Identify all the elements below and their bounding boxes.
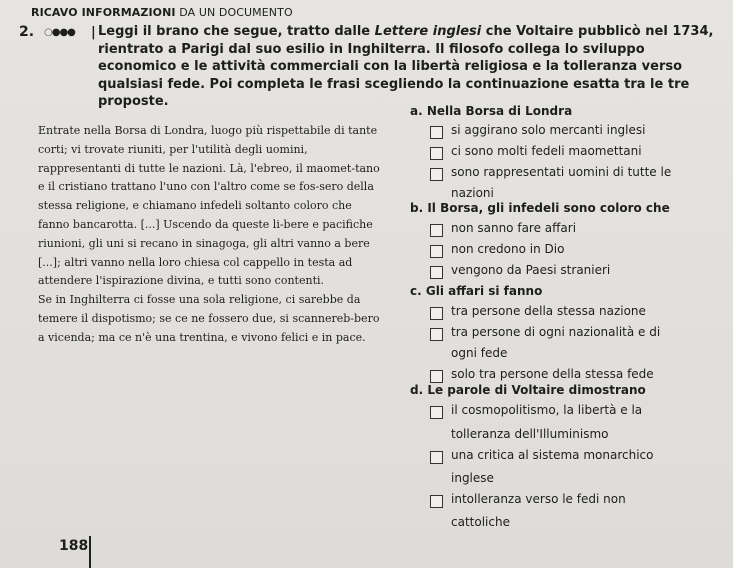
passage-paragraph-1: Entrate nella Borsa di Londra, luogo più rispettabile di tante corti; vi trovate riuniti, per l'utilità degli uomini, rappresentanti di tutte le nazioni. Là, l'ebreo, il maomet-tano e il cristiano trattano l'uno con l'altro come se fos-sero della stessa religione, e chiamano infedeli soltanto coloro che fanno bancarotta. [...] Uscendo da queste li-bere e pacifiche riunioni, gli uni si recano in sinagoga, gli altri vanno a bere [...]; altri vanno nella loro chiesa col cappello in testa ad attendere l'ispirazione divina, e tutti sono contenti. — [38, 124, 380, 288]
exercise-separator: | — [91, 25, 96, 40]
question-c-option-2: tra persone di ogni nazionalità e di — [451, 325, 661, 339]
question-c-checkbox-2[interactable] — [430, 328, 443, 341]
question-b-option-3: vengono da Paesi stranieri — [451, 263, 611, 277]
question-a-checkbox-3[interactable] — [430, 168, 443, 181]
source-passage — [38, 122, 386, 348]
instructions-italic-title: Lettere inglesi — [374, 24, 482, 39]
question-b-prompt: b. Il Borsa, gli infedeli sono coloro che — [410, 201, 670, 215]
question-c-prompt: c. Gli affari si fanno — [410, 284, 543, 298]
question-c-checkbox-3[interactable] — [430, 370, 443, 383]
question-a-checkbox-2[interactable] — [430, 147, 443, 160]
question-b-option-1: non sanno fare affari — [451, 221, 577, 235]
question-a-option-2: ci sono molti fedeli maomettani — [451, 144, 642, 158]
section-title — [31, 6, 293, 19]
question-b-checkbox-3[interactable] — [430, 266, 443, 279]
exercise-number: 2. — [19, 24, 35, 40]
question-c-checkbox-1[interactable] — [430, 307, 443, 320]
question-d-checkbox-1[interactable] — [430, 406, 443, 419]
difficulty-dots — [44, 27, 75, 38]
question-d-prompt: d. Le parole di Voltaire dimostrano — [410, 383, 646, 397]
question-a-prompt: a. Nella Borsa di Londra — [410, 104, 573, 118]
question-d-option-1: il cosmopolitismo, la libertà e la — [451, 403, 643, 417]
section-title-bold: RICAVO INFORMAZIONI — [31, 6, 176, 19]
question-d-checkbox-2[interactable] — [430, 451, 443, 464]
page-number-bar — [89, 536, 91, 568]
passage-paragraph-2: Se in Inghilterra ci fosse una sola religione, ci sarebbe da temere il dispotismo; se ce ne fossero due, si scannereb-bero a vicenda; ma ce n'è una trentina, e vivono felici e in pace. — [38, 293, 380, 344]
difficulty-dots-filled: ●●● — [51, 27, 75, 38]
question-a-option-1: si aggirano solo mercanti inglesi — [451, 123, 646, 137]
instructions-pre: Leggi il brano che segue, tratto dalle — [98, 24, 375, 39]
question-a-option-3: sono rappresentati uomini di tutte le — [451, 165, 672, 179]
question-d-checkbox-3[interactable] — [430, 495, 443, 508]
question-a-option-3-cont: nazioni — [451, 186, 494, 200]
question-a-checkbox-1[interactable] — [430, 126, 443, 139]
question-d-option-3-cont: cattoliche — [451, 515, 510, 529]
question-c-option-3: solo tra persone della stessa fede — [451, 367, 654, 381]
question-d-option-2-cont: inglese — [451, 471, 494, 485]
question-b-checkbox-2[interactable] — [430, 245, 443, 258]
question-c-option-1: tra persone della stessa nazione — [451, 304, 646, 318]
page-number: 188 — [59, 538, 89, 554]
question-c-option-2-cont: ogni fede — [451, 346, 508, 360]
question-d-option-3: intolleranza verso le fedi non — [451, 492, 626, 506]
question-d-option-1-cont: tolleranza dell'Illuminismo — [451, 427, 609, 441]
question-d-option-2: una critica al sistema monarchico — [451, 448, 654, 462]
difficulty-dot-empty: ○ — [44, 27, 52, 38]
instructions-post: che Voltaire pubblicò nel 1734, rientrato a Parigi dal suo esilio in Inghilterra. Il filosofo collega lo sviluppo economico e le attività commerciali con la libertà religiosa e la tolleranza verso qualsiasi fede. Poi completa le frasi scegliendo la continuazione esatta tra le tre proposte. — [98, 24, 714, 109]
exercise-instructions — [98, 23, 718, 111]
question-b-option-2: non credono in Dio — [451, 242, 565, 256]
section-title-light: DA UN DOCUMENTO — [175, 6, 293, 19]
question-b-checkbox-1[interactable] — [430, 224, 443, 237]
